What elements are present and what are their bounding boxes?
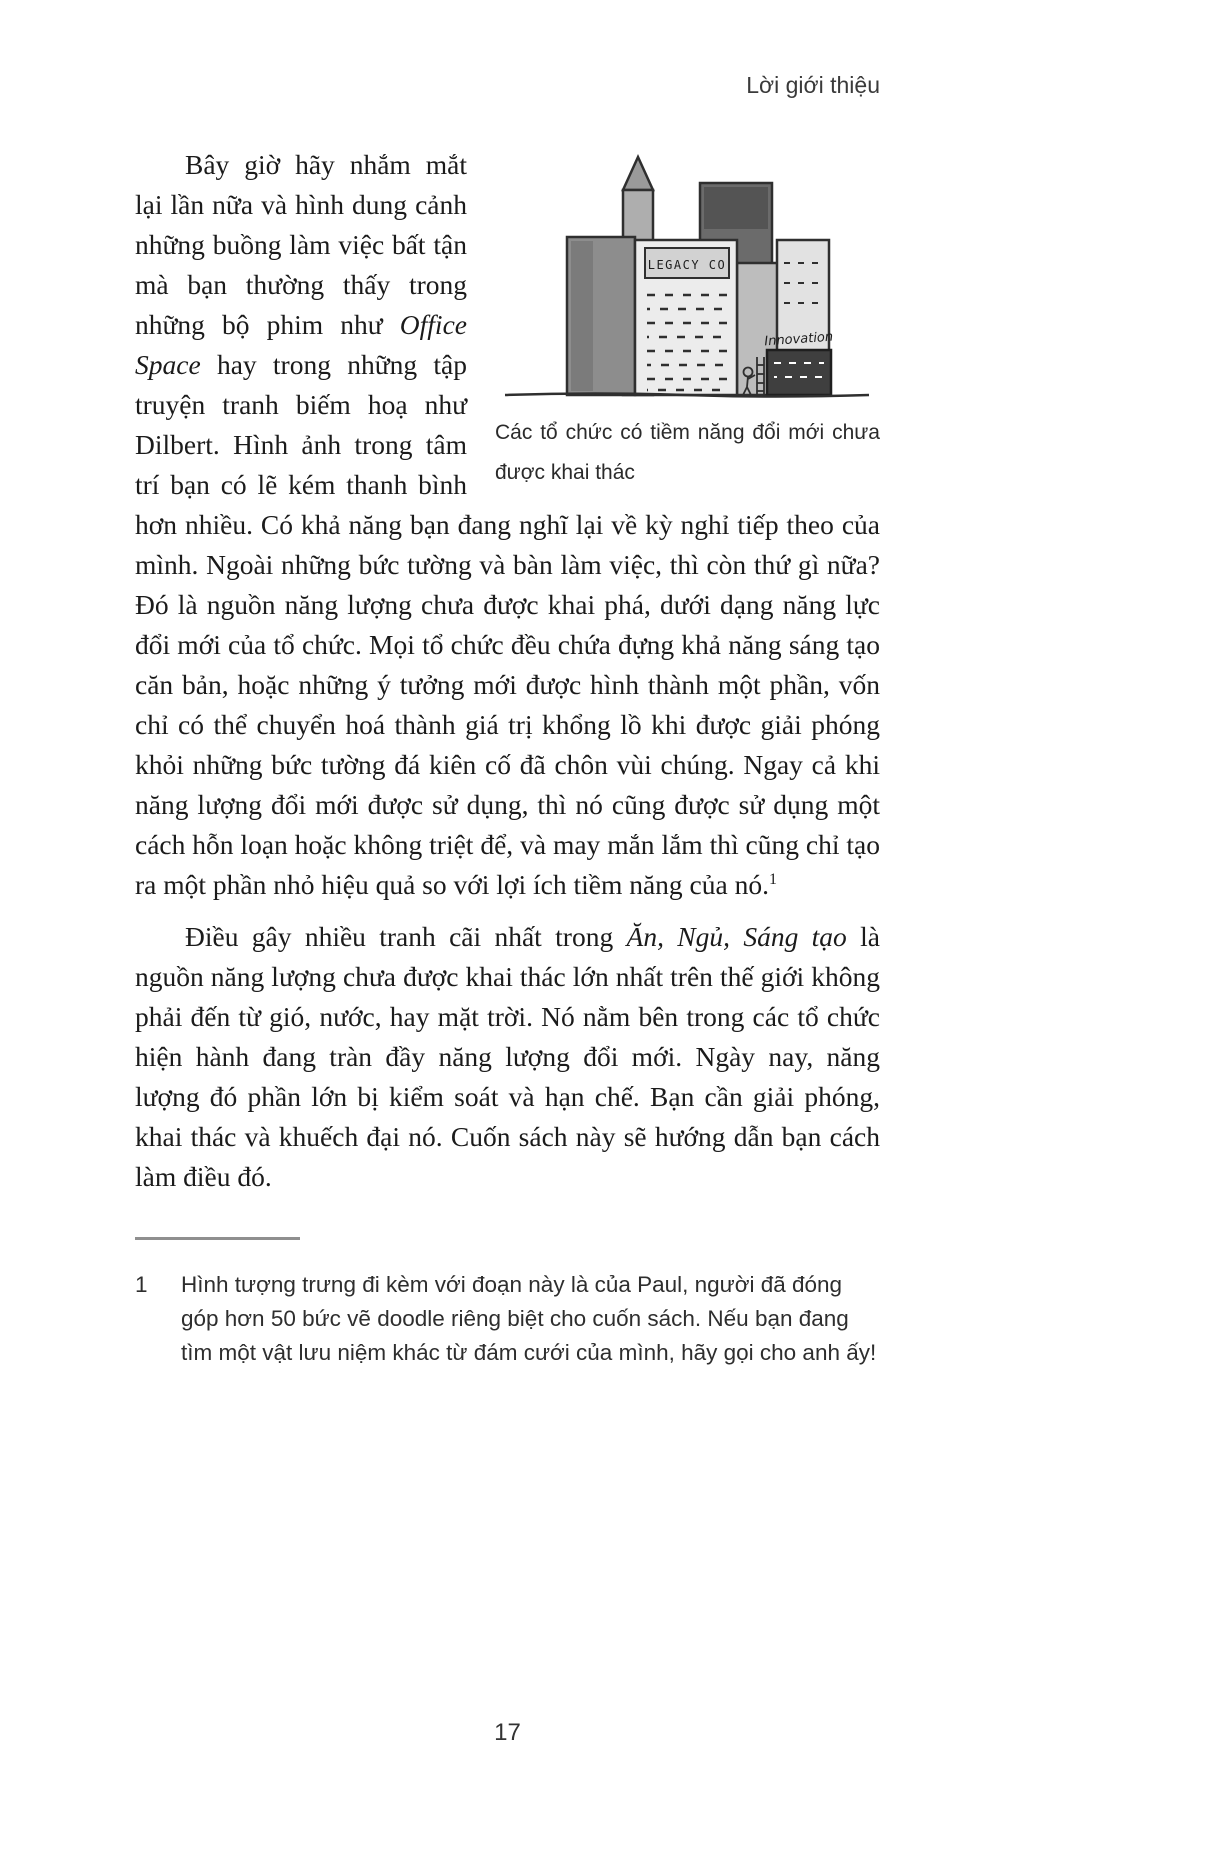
running-header: Lời giới thiệu xyxy=(746,72,880,98)
body-text-block xyxy=(135,145,880,1197)
paragraph-2-text: Điều gây nhiều tranh cãi nhất trong xyxy=(185,921,627,952)
paragraph-1-text: hay trong những tập truyện tranh biếm hoạ như Dilbert. Hình ảnh trong tâm trí bạn có lẽ kém thanh bình hơn nhiều. Có khả năng bạn đang nghĩ lại về kỳ nghỉ tiếp theo của mình. Ngoài những bức tường và bàn làm việc, thì còn thứ gì nữa? Đó là nguồn năng lượng chưa được khai phá, dưới dạng năng lực đổi mới của tổ chức. Mọi tổ chức đều chứa đựng khả năng sáng tạo căn bản, hoặc những ý tưởng mới được hình thành một phần, vốn chỉ có thể chuyển hoá thành giá trị khổng lồ khi được giải phóng khỏi những bức tường đá kiên cố đã chôn vùi chúng. Ngay cả khi năng lượng đổi mới được sử dụng, thì nó cũng được sử dụng một cách hỗn loạn hoặc không triệt để, và may mắn lắm thì cũng chỉ tạo ra một phần nhỏ hiệu quả so với lợi ích tiềm năng của nó. xyxy=(135,349,880,900)
back-building-shade xyxy=(704,187,768,229)
legacy-sign-text: LEGACY CO xyxy=(647,258,727,272)
footnote-separator xyxy=(135,1237,300,1240)
spire-top-shape xyxy=(623,157,653,190)
footnote-text: Hình tượng trưng đi kèm với đoạn này là của Paul, người đã đóng góp hơn 50 bức vẽ doodle riêng biệt cho cuốn sách. Nếu bạn đang tìm một vật lưu niệm khác từ đám cưới của mình, hãy gọi cho anh ấy! xyxy=(181,1272,877,1365)
paragraph-2-text: là nguồn năng lượng chưa được khai thác lớn nhất trên thế giới không phải đến từ gió, nước, hay mặt trời. Nó nằm bên trong các tổ chức hiện hành đang tràn đầy năng lượng đổi mới. Ngày nay, năng lượng đó phần lớn bị kiểm soát và hạn chế. Bạn cần giải phóng, khai thác và khuếch đại nó. Cuốn sách này sẽ hướng dẫn bạn cách làm điều đó. xyxy=(135,921,880,1192)
buildings-illustration xyxy=(495,145,880,410)
paragraph-1-text: Bây giờ hãy nhắm mắt lại lần nữa và hình dung cảnh những buồng làm việc bất tận mà bạn thường thấy trong những bộ phim như xyxy=(135,149,467,340)
left-building-shade xyxy=(571,241,593,391)
paragraph-2-italic: Ăn, Ngủ, Sáng tạo xyxy=(626,921,847,952)
page-number: 17 xyxy=(494,1719,521,1746)
footnote-number: 1 xyxy=(135,1272,148,1297)
figure-caption: Các tổ chức có tiềm năng đổi mới chưa được khai thác xyxy=(495,421,880,484)
paragraph-1-italic: Office Space xyxy=(135,309,467,380)
innovation-building-shape xyxy=(767,350,831,395)
paragraph-2 xyxy=(135,917,880,1197)
innovation-label-text: Innovation xyxy=(763,329,834,350)
paragraph-1 xyxy=(135,145,880,905)
footnote-ref: 1 xyxy=(768,870,777,888)
figure xyxy=(495,145,880,490)
footnote xyxy=(135,1268,880,1370)
